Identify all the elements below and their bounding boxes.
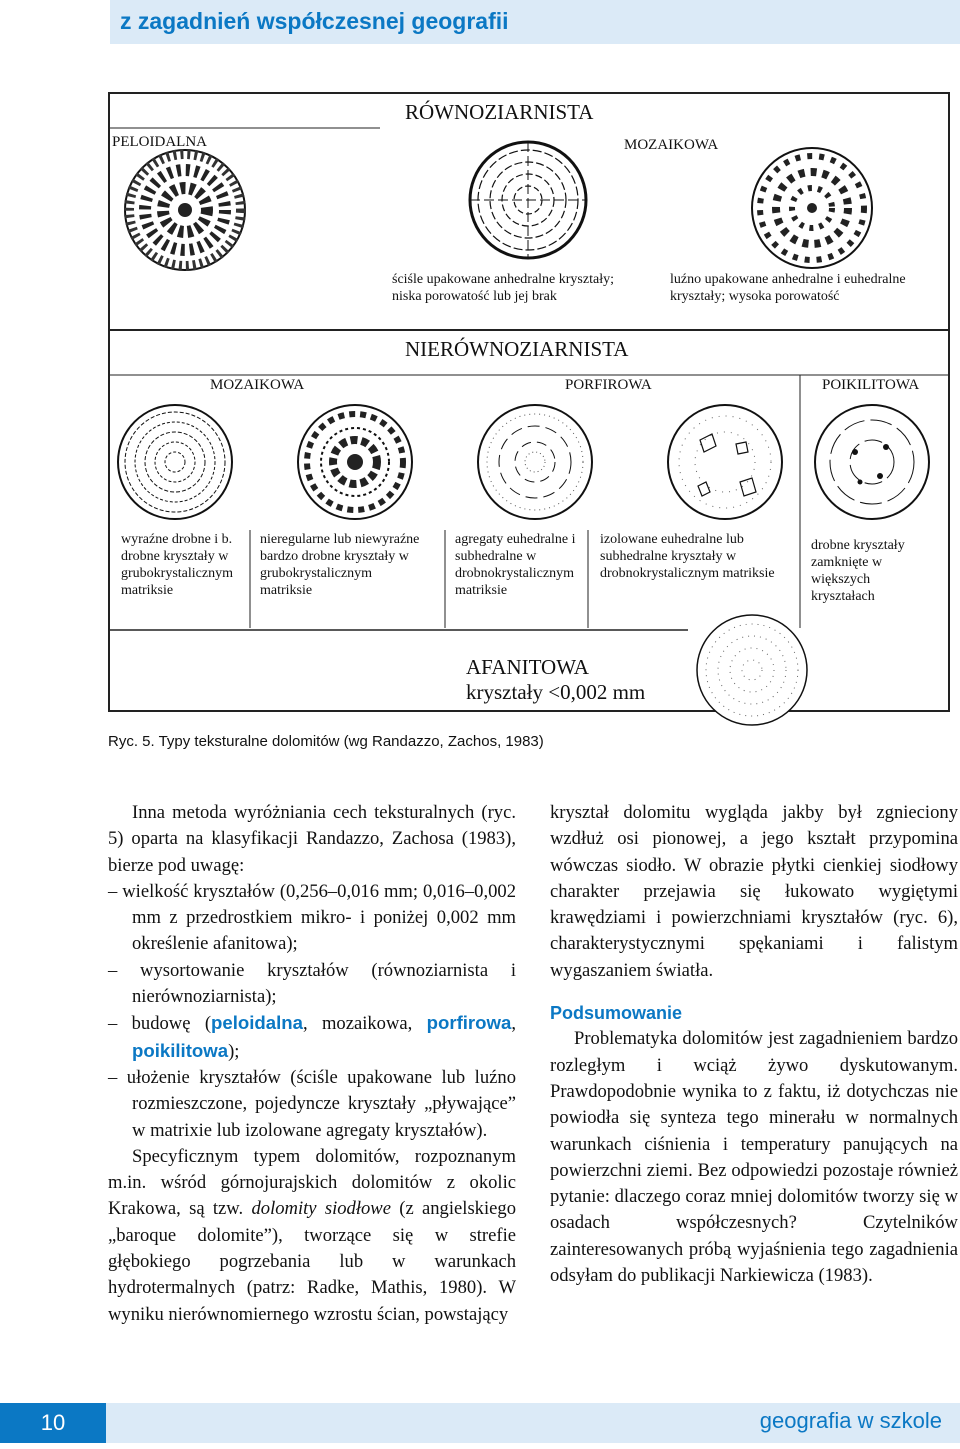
label-equigranular: RÓWNOZIARNISTA [405, 100, 594, 124]
right-text-column [550, 800, 958, 1289]
paragraph-intro: Inna metoda wyróżniania cech teksturalnych (ryc. 5) oparta na klasyfikacji Randazzo, Zachosa (1983), bierze pod uwagę: [108, 802, 516, 876]
summary-heading: Podsumowanie [550, 1003, 683, 1024]
label-aphanitic-size: kryształy <0,002 mm [466, 680, 646, 704]
porphyritic-specimen-1 [478, 405, 592, 519]
inequigranular-mosaic-specimen-2 [298, 405, 412, 519]
journal-name: geografia w szkole [759, 1408, 942, 1433]
caption-mosaic-1: wyraźne drobne i b. drobne kryształy w grubokrystalicznym matriksie [121, 532, 233, 598]
term-peloidal: peloidalna [211, 1012, 303, 1034]
label-mosaic-bottom: MOZAIKOWA [210, 377, 305, 393]
peloidal-specimen [125, 150, 245, 270]
loose-mosaic-specimen [752, 148, 872, 268]
label-peloidal: PELOIDALNA [112, 134, 207, 150]
term-porphyritic: porfirowa [426, 1012, 512, 1034]
label-inequigranular: NIERÓWNOZIARNISTA [405, 337, 629, 361]
term-poikilitic: poikilitowa [132, 1039, 229, 1061]
porphyritic-specimen-2 [668, 405, 782, 519]
left-text-column [108, 800, 516, 1328]
label-poikilitic: POIKILITOWA [822, 377, 920, 393]
aphanitic-specimen [697, 615, 807, 725]
caption-porphyritic-1: agregaty euhedralne i subhedralne w drobnokrystalicznym matriksie [455, 532, 576, 598]
page-header-title: z zagadnień współczesnej geografii [120, 8, 509, 34]
caption-loose-packed: luźno upakowane anhedralne i euhedralne kryształy; wysoka porowatość [670, 272, 906, 304]
caption-tight-packed: ściśle upakowane anhedralne kryształy; niska porowatość lub jej brak [392, 272, 614, 304]
list-item-sorting: – wysortowanie kryształów (równoziarnista i nierównoziarnista); [108, 959, 516, 1008]
page-number: 10 [0, 1403, 106, 1443]
inequigranular-mosaic-specimen-1 [118, 405, 232, 519]
list-item-structure: – budowę (peloidalna, mozaikowa, porfirowa, poikilitowa); [108, 1012, 516, 1062]
poikilitic-specimen [815, 405, 929, 519]
list-item-arrangement: – ułożenie kryształów (ściśle upakowane lub luźno rozmieszczone, pojedyncze kryształy „pływające” w matrixie lub izolowane agregaty kryształów). [108, 1066, 516, 1141]
paragraph-summary: Problematyka dolomitów jest zagadnieniem bardzo rozległym i wciąż żywo dyskutowanym. Prawdopodobnie wynika to z faktu, iż dotychczas nie powiodła się synteza tego minerału w normalnych warunkach ciśnienia i temperatury panujących na powierzchni ziemi. Bez odpowiedzi pozostaje również pytanie: dlaczego coraz mniej dolomitów tworzy się w osadach współczesnych? Czytelników zainteresowanych próbą wyjaśnienia tego zagadnienia odsyłam do publikacji Narkiewicza (1983). [550, 1028, 958, 1287]
tight-mosaic-specimen [470, 142, 586, 258]
caption-porphyritic-2: izolowane euhedralne lub subhedralne kryształy w drobnokrystalicznym matriksie [600, 532, 775, 581]
list-item-size: – wielkość kryształów (0,256–0,016 mm; 0,016–0,002 mm z przedrostkiem mikro- i poniżej 0,002 mm określenie afanitowa); [108, 880, 516, 955]
label-aphanitic: AFANITOWA [466, 655, 589, 679]
figure-caption: Ryc. 5. Typy teksturalne dolomitów (wg Randazzo, Zachos, 1983) [108, 733, 544, 750]
label-mosaic-top: MOZAIKOWA [624, 137, 719, 153]
paragraph-saddle-continued: kryształ dolomitu wygląda jakby był zgnieciony wzdłuż osi pionowej, a jego kształt przypomina wówczas siodło. W obrazie płytki cienkiej siodłowy charakter przejawia się łukowato wygiętymi krawędziami i powierzchniami kryształów (ryc. 6), charakterystycznymi spękaniami i falistym wygaszaniem światła. [550, 802, 958, 981]
caption-mosaic-2: nieregularne lub niewyraźne bardzo drobne kryształy w grubokrystalicznym matriksie [260, 532, 420, 598]
label-porphyritic: PORFIROWA [565, 377, 652, 393]
paragraph-saddle: Specyficznym typem dolomitów, rozpoznanym m.in. wśród górnojurajskich dolomitów z okolic Krakowa, są tzw. dolomity siodłowe (z angielskiego „baroque dolomite”), tworzące się w strefie głębokiego pogrzebania lub w warunkach hydrotermalnych (patrz: Radke, Mathis, 1980). W wyniku nierównomiernego wzrostu ścian, powstający [108, 1145, 516, 1325]
caption-poikilitic: drobne kryształy zamknięte w większych kryształach [811, 538, 905, 604]
